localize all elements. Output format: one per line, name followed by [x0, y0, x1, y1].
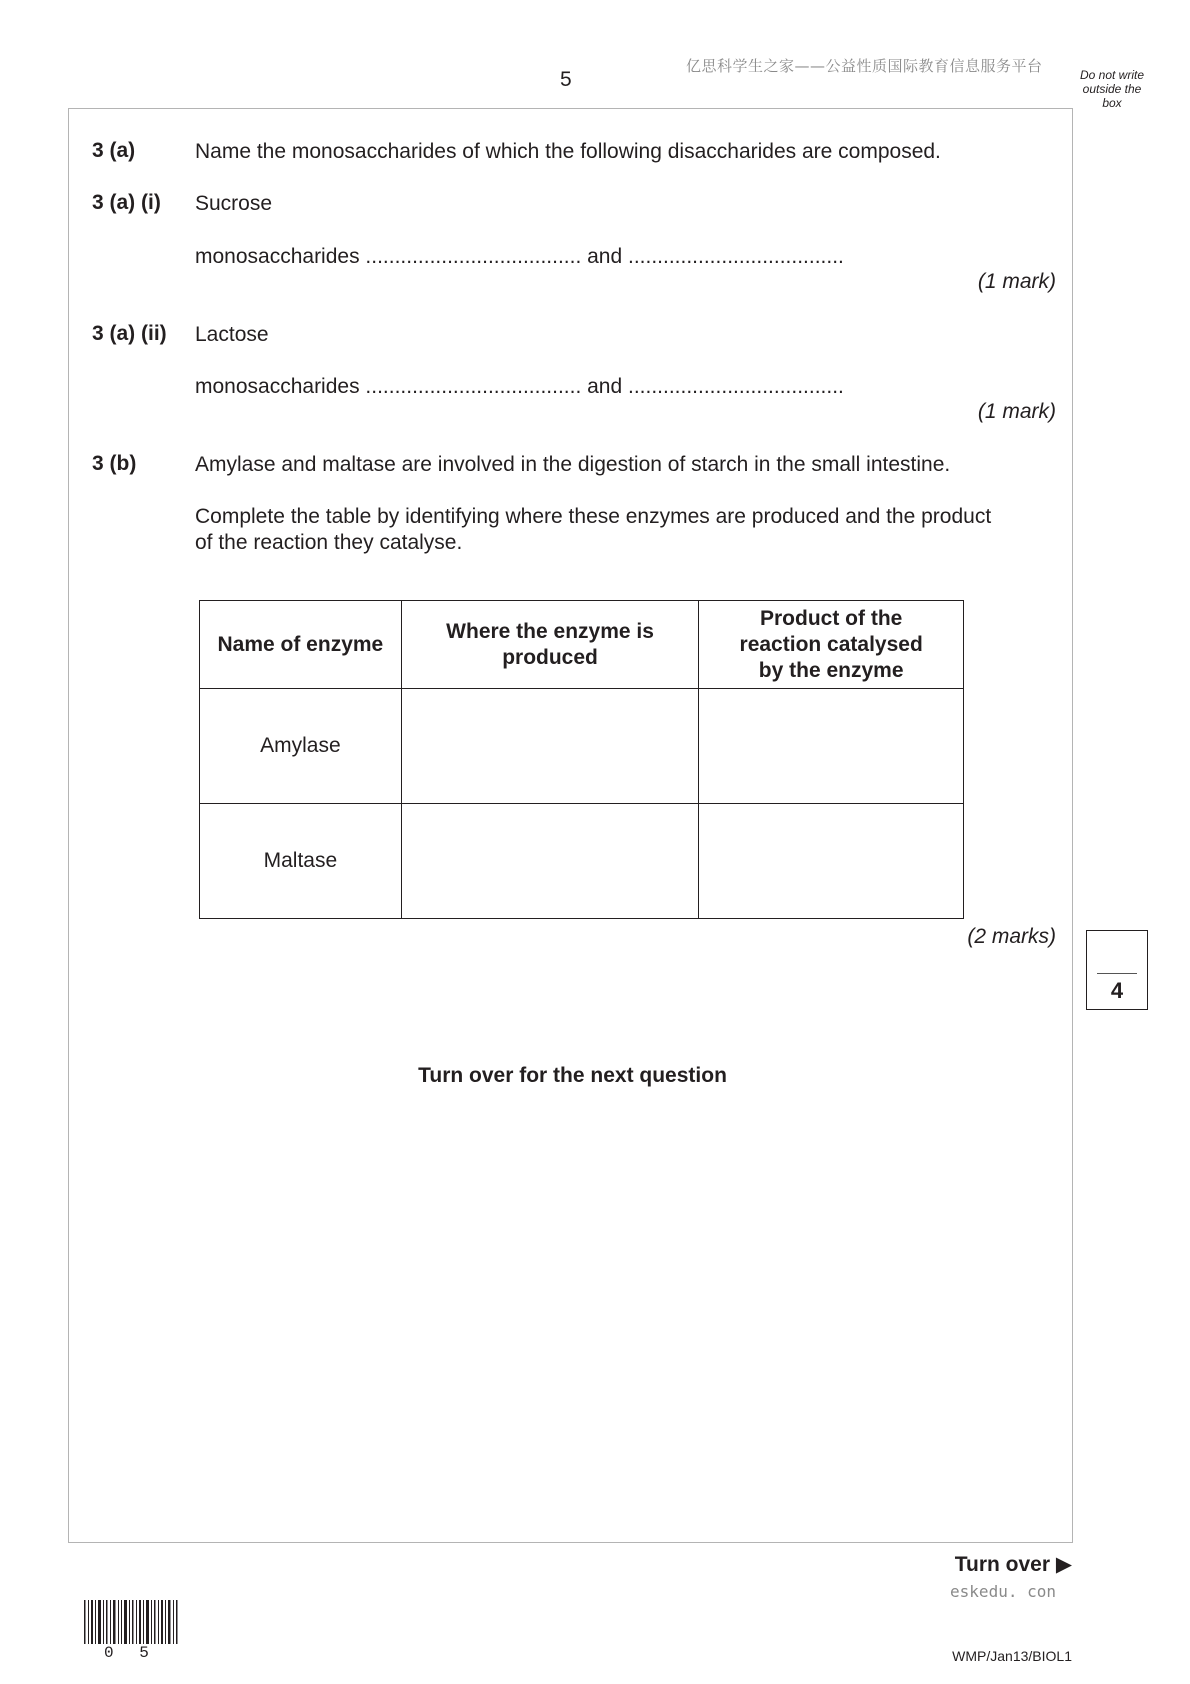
instruction-line: Complete the table by identifying where these enzymes are produced and the product	[195, 505, 992, 528]
table-row	[200, 689, 964, 804]
barcode	[84, 1600, 178, 1644]
answer-cell-where-produced[interactable]	[401, 804, 699, 919]
header-line: Where the enzyme is	[446, 619, 654, 643]
site-watermark: eskedu. con	[950, 1582, 1056, 1601]
question-number-3b: 3 (b)	[92, 452, 137, 475]
column-header-product	[699, 601, 964, 689]
table-header-row	[200, 601, 964, 689]
question-number-3a-ii: 3 (a) (ii)	[92, 322, 167, 345]
turn-over-label: Turn over ▶	[954, 1553, 1072, 1576]
page-number: 5	[560, 68, 572, 91]
turn-over-next-question: Turn over for the next question	[418, 1064, 727, 1087]
paper-code: WMP/Jan13/BIOL1	[952, 1648, 1072, 1664]
margin-note-line: outside the	[1082, 82, 1142, 96]
sugar-name-lactose: Lactose	[195, 323, 269, 346]
margin-note-line: Do not write	[1079, 68, 1145, 82]
header-line: reaction catalysed	[739, 632, 923, 656]
column-header-where-produced	[401, 601, 699, 689]
answer-cell-product[interactable]	[699, 804, 964, 919]
instruction-line: of the reaction they catalyse.	[195, 531, 463, 554]
score-line	[1097, 973, 1137, 974]
table-row	[200, 804, 964, 919]
header-line: by the enzyme	[758, 658, 904, 682]
mark-label: (1 mark)	[977, 270, 1056, 293]
header-line: Product of the	[760, 606, 903, 630]
enzyme-table	[199, 600, 964, 919]
header-line: produced	[502, 645, 598, 669]
answer-cell-product[interactable]	[699, 689, 964, 804]
answer-line-sucrose[interactable]: monosaccharides ..................................... and .....................................	[195, 245, 844, 268]
margin-note	[1072, 68, 1152, 110]
question-number-3a-i: 3 (a) (i)	[92, 191, 161, 214]
column-header-enzyme-name	[200, 601, 402, 689]
answer-cell-where-produced[interactable]	[401, 689, 699, 804]
header-line: Name of enzyme	[217, 632, 384, 656]
header-watermark: 亿思科学生之家——公益性质国际教育信息服务平台	[686, 57, 1043, 75]
mark-label: (2 marks)	[967, 925, 1056, 948]
enzyme-name-cell: Maltase	[200, 804, 402, 919]
sugar-name-sucrose: Sucrose	[195, 192, 273, 215]
question-text-3a: Name the monosaccharides of which the following disaccharides are composed.	[195, 140, 941, 163]
enzyme-name-cell: Amylase	[200, 689, 402, 804]
barcode-digits: 0 5	[104, 1644, 157, 1662]
mark-label: (1 mark)	[977, 400, 1056, 423]
score-total: 4	[1110, 978, 1124, 1003]
question-text-3b: Amylase and maltase are involved in the digestion of starch in the small intestine.	[195, 453, 951, 476]
answer-line-lactose[interactable]: monosaccharides ..................................... and .....................................	[195, 375, 844, 398]
question-number-3a: 3 (a)	[92, 139, 136, 162]
score-box	[1086, 930, 1148, 1010]
margin-note-line: box	[1102, 96, 1122, 110]
